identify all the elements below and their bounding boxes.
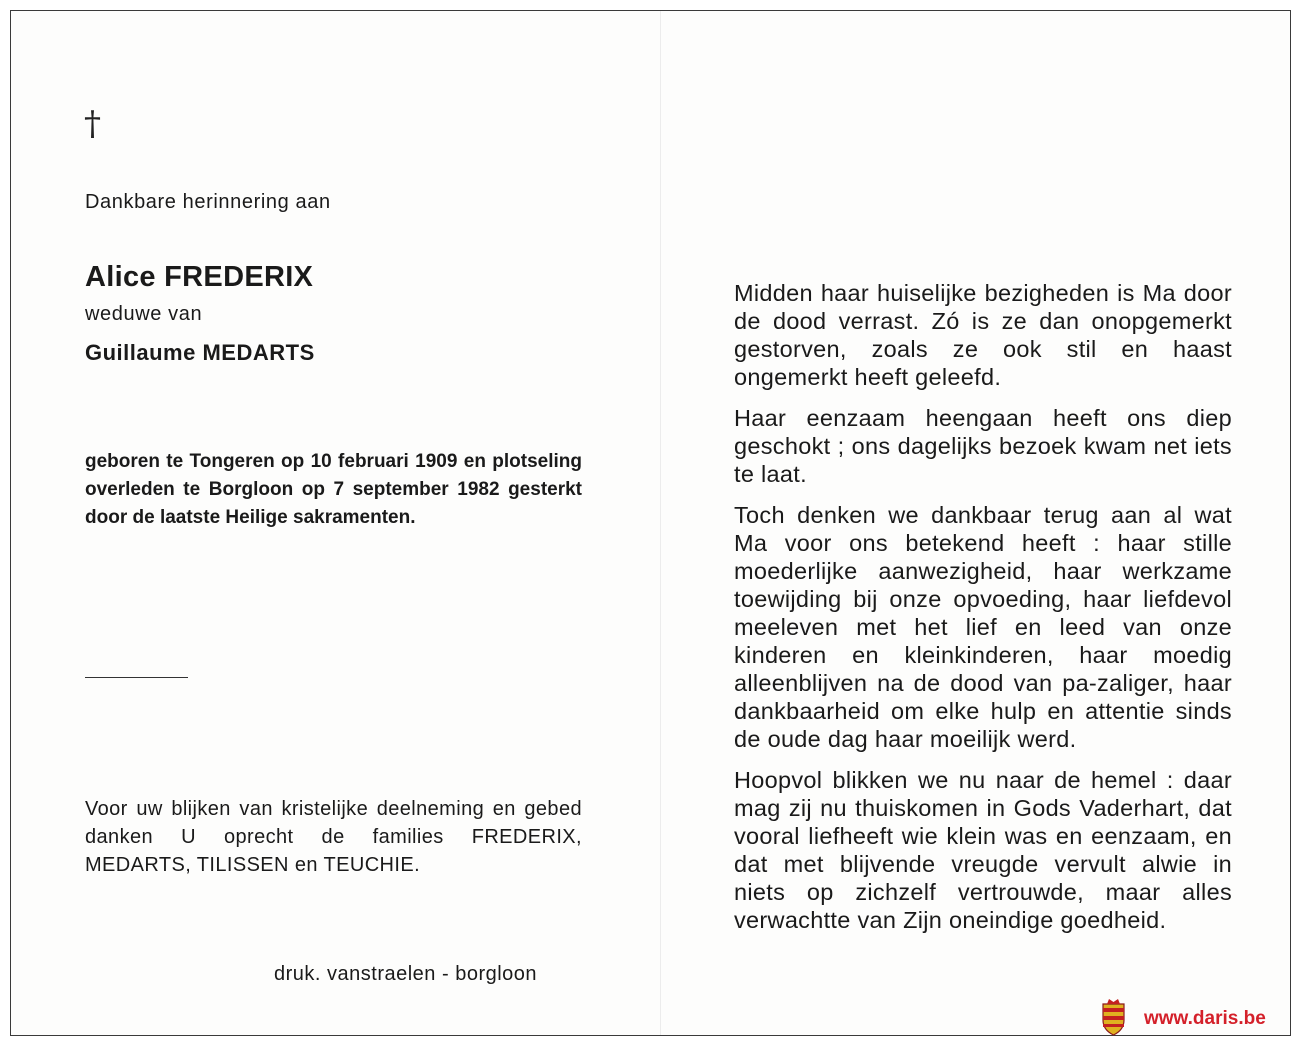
printer-credit: druk. vanstraelen - borgloon [274, 963, 538, 985]
poem-paragraph: Toch denken we dankbaar terug aan al wat Ma voor ons betekend heeft : haar stille moederlijke aanwezigheid, haar werkzame toewijding bij onze opvoeding, haar liefdevol meeleven met het lief en leed van onze kinderen en kleinkinderen, haar moedig alleenblijven na de dood van pa-zaliger, haar dankbaarheid om elke hulp en attentie sinds de oude dag haar moeilijk werd. [734, 502, 1232, 752]
poem-paragraph: Haar eenzaam heengaan heeft ons diep geschokt ; ons dagelijks bezoek kwam net iets te laat. [734, 405, 1232, 487]
right-panel [661, 0, 1291, 1050]
watermark-url[interactable]: www.daris.be [1144, 1008, 1266, 1029]
deceased-name: Alice FREDERIX [85, 261, 314, 293]
memorial-poem [734, 279, 1232, 947]
thanks-text: Voor uw blijken van kristelijke deelneming en gebed danken U oprecht de families FREDERIX, MEDARTS, TILISSEN en TEUCHIE. [85, 798, 582, 876]
poem-paragraph: Midden haar huiselijke bezigheden is Ma door de dood verrast. Zó is ze dan onopgemerkt gestorven, zoals ze ook stil en haast ongemerkt heeft geleefd. [734, 280, 1232, 390]
intro-text: Dankbare herinnering aan [85, 191, 331, 213]
cross-icon: † [84, 104, 101, 144]
widow-of-text: weduwe van [85, 303, 203, 325]
poem-paragraph: Hoopvol blikken we nu naar de hemel : daar mag zij nu thuiskomen in Gods Vaderhart, dat vooral liefheeft wie klein was en eenzaam, en dat met blijvende vreugde vervult alwie in niets op zichzelf vertrouwde, maar alles verwachtte van Zijn oneindige goedheid. [734, 767, 1232, 933]
watermark [1100, 998, 1295, 1038]
divider-line [85, 677, 188, 678]
birth-death-text: geboren te Tongeren op 10 februari 1909 en plotseling overleden te Borgloon op 7 september 1982 gesterkt door de laatste Heilige sakramenten. [85, 451, 582, 528]
spouse-name: Guillaume MEDARTS [85, 340, 315, 365]
heraldic-shield-icon [1100, 998, 1127, 1036]
